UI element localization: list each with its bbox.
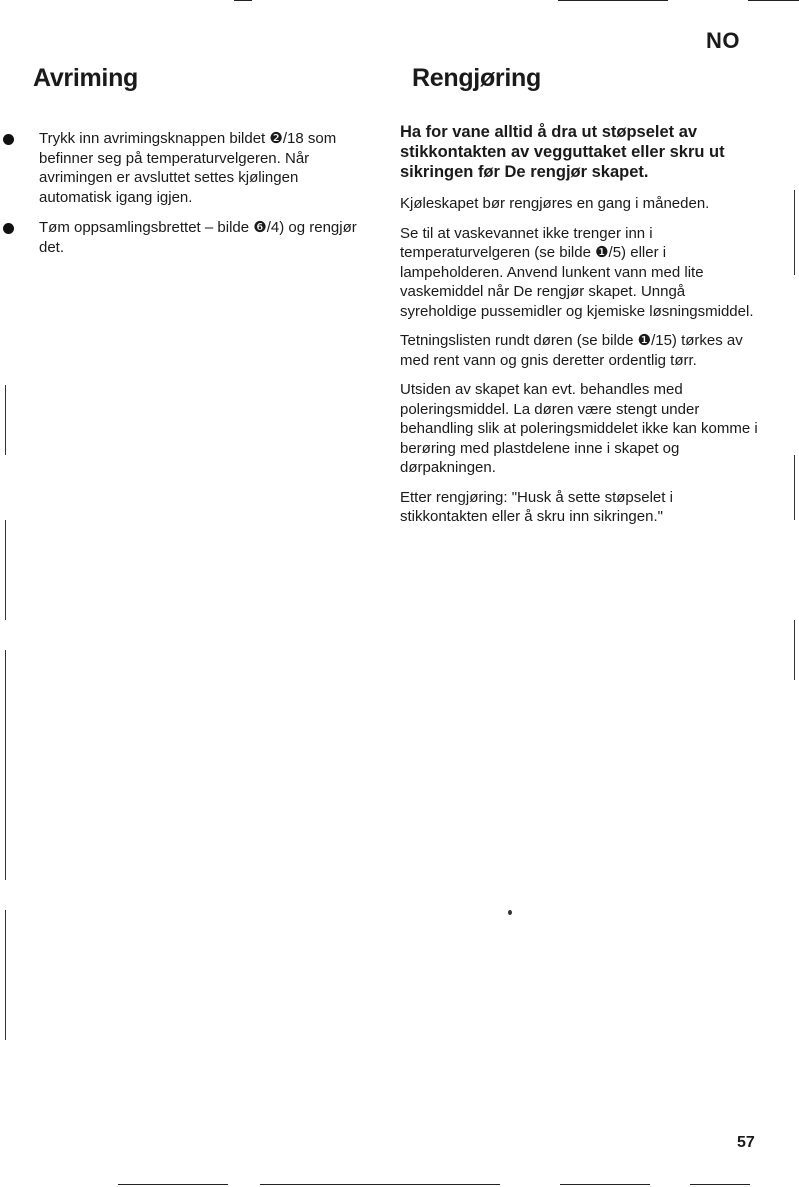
language-code: NO xyxy=(706,28,740,53)
cleaning-paragraph: Utsiden av skapet kan evt. behandles med poleringsmiddel. La døren være stengt under behandling slik at poleringsmiddelet ikke kan komme i berøring med plastdelene inne i skapet og dørpakningen. xyxy=(400,381,758,476)
left-margin-mark-2 xyxy=(5,520,6,620)
page-number: 57 xyxy=(737,1134,755,1151)
top-scan-line-1 xyxy=(234,0,252,1)
right-margin-mark-3 xyxy=(794,620,795,680)
bottom-scan-line-2 xyxy=(260,1184,500,1185)
top-scan-line-3 xyxy=(748,0,799,1)
cleaning-paragraph: Kjøleskapet bør rengjøres en gang i måneden. xyxy=(400,195,710,212)
left-margin-mark-1 xyxy=(5,385,6,455)
left-margin-mark-3 xyxy=(5,650,6,880)
cleaning-section xyxy=(400,60,760,537)
defrost-step-text: Trykk inn avrimingsknappen bildet ❷/18 som befinner seg på temperaturvelgeren. Når avrimingen er avsluttet settes kjølingen automatisk igang igjen. xyxy=(39,130,337,206)
defrost-heading: Avriming xyxy=(33,64,139,92)
stray-dot xyxy=(508,910,512,915)
defrost-step-text: Tøm oppsamlingsbrettet – bilde ❻/4) og rengjør det. xyxy=(39,219,357,256)
bullet-icon xyxy=(3,223,14,234)
defrost-step xyxy=(36,129,373,207)
cleaning-paragraph: Se til at vaskevannet ikke trenger inn i temperaturvelgeren (se bilde ❶/5) eller i lampeholderen. Anvend lunkent vann med lite vaskemiddel når De rengjør skapet. Unngå syreholdige pussemidler og kjemiske løsningsmiddel. xyxy=(400,224,754,320)
cleaning-paragraph: Tetningslisten rundt døren (se bilde ❶/15) tørkes av med rent vann og gnis deretter ordentlig tørr. xyxy=(400,332,743,369)
left-margin-mark-4 xyxy=(5,910,6,1040)
bottom-scan-line-4 xyxy=(690,1184,750,1185)
defrost-steps xyxy=(36,129,373,257)
bottom-scan-line-3 xyxy=(560,1184,650,1185)
bullet-icon xyxy=(3,134,14,145)
cleaning-warning: Ha for vane alltid å dra ut støpselet av stikkontakten av vegguttaket eller skru ut sikringen før De rengjør skapet. xyxy=(400,123,725,181)
top-scan-line-2 xyxy=(558,0,668,1)
bottom-scan-line-1 xyxy=(118,1184,228,1185)
cleaning-paragraph: Etter rengjøring: "Husk å sette støpselet i stikkontakten eller å skru inn sikringen." xyxy=(400,488,673,525)
defrost-section xyxy=(33,60,373,268)
right-margin-mark-1 xyxy=(794,190,795,275)
defrost-step xyxy=(36,218,373,257)
right-margin-mark-2 xyxy=(794,455,795,520)
cleaning-heading: Rengjøring xyxy=(412,64,541,92)
